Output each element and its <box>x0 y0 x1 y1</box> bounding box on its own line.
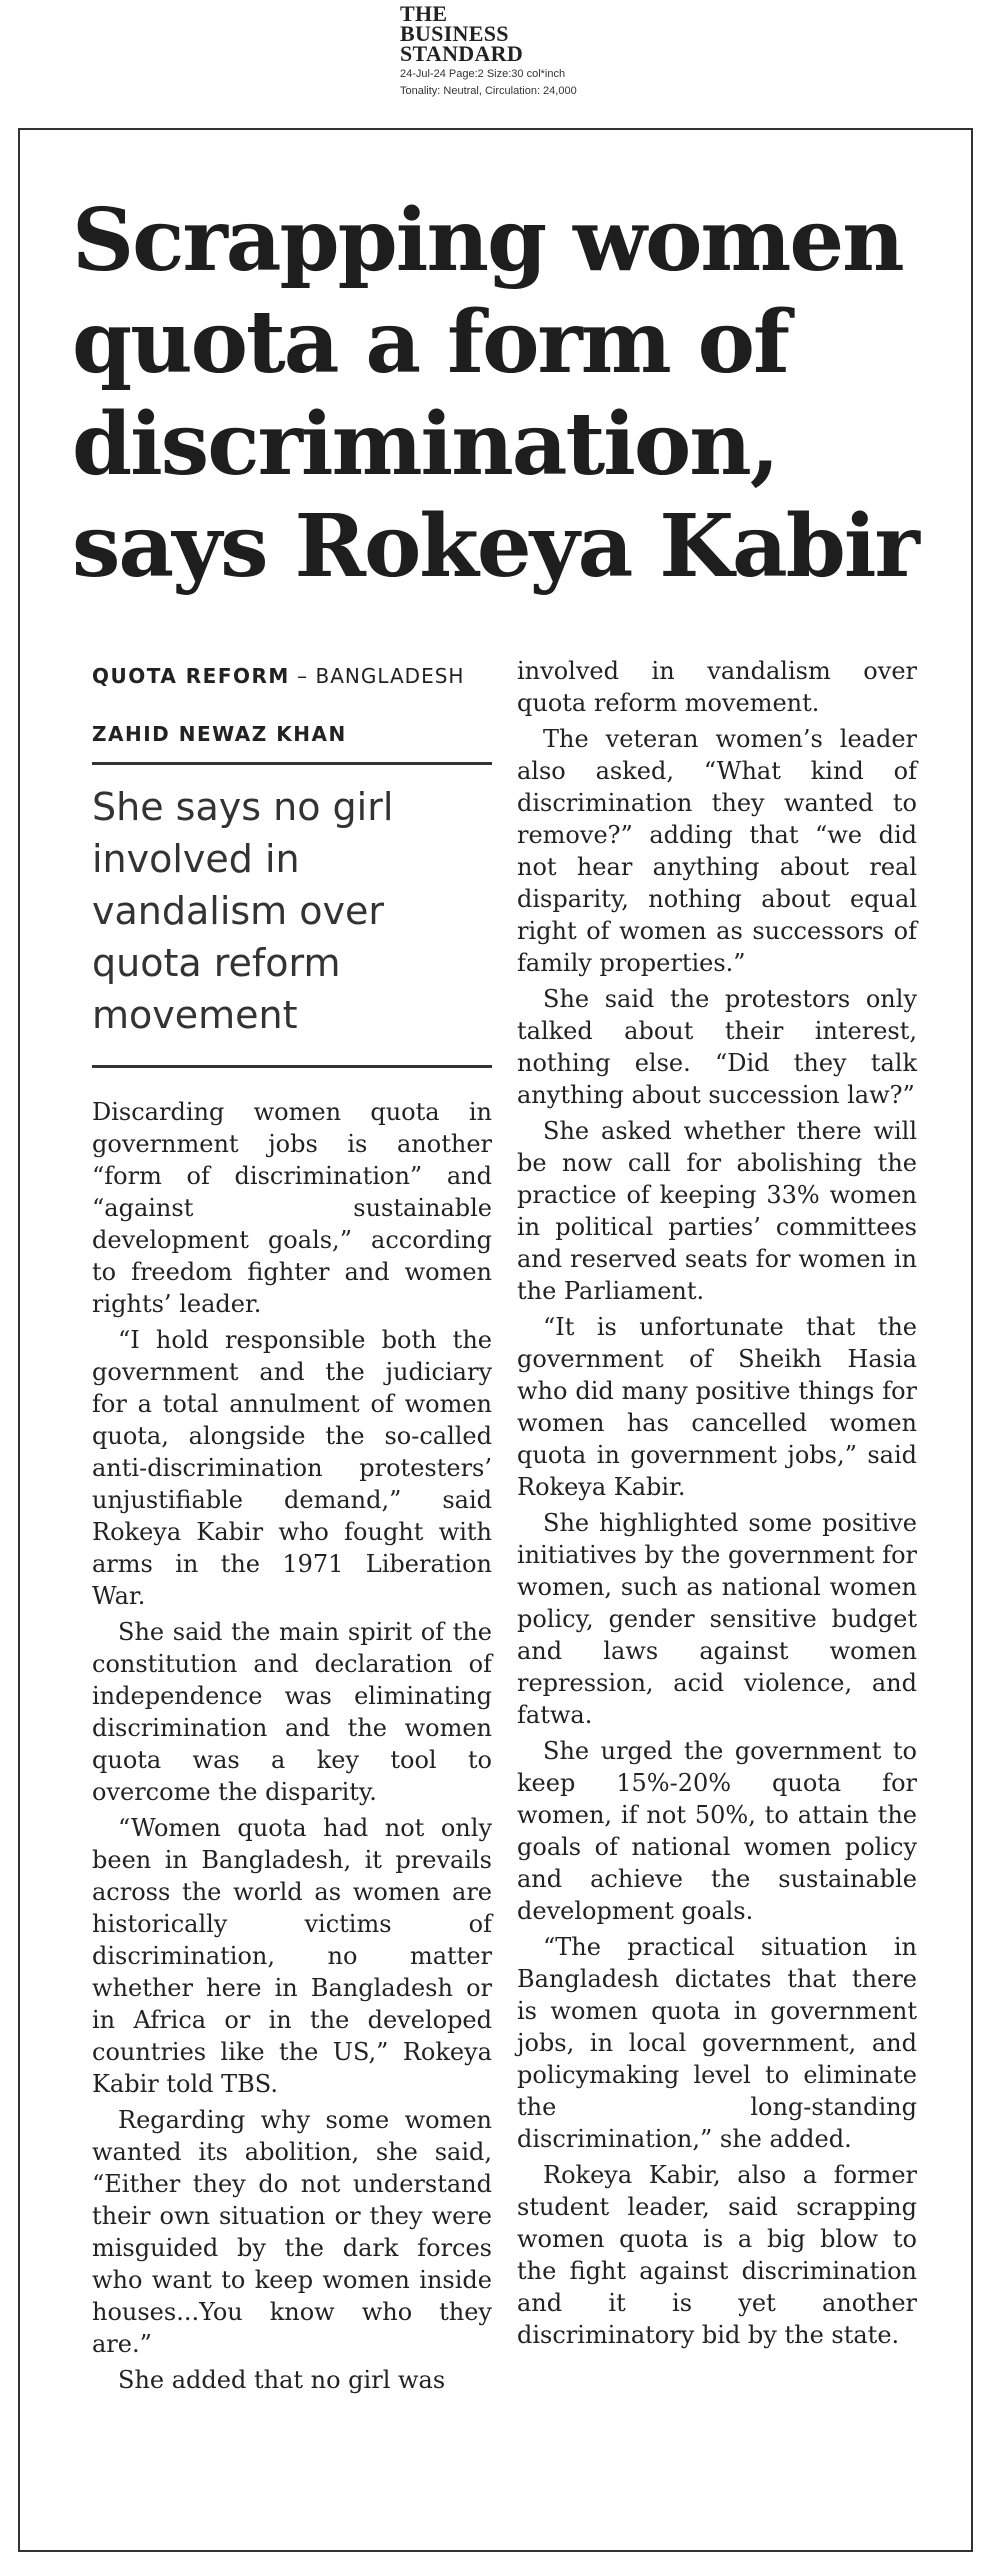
clip-meta-tonality: Tonality: Neutral, Circulation: 24,000 <box>400 85 577 97</box>
paragraph: “I hold responsible both the government and the judiciary for a total annulment of women quota, alongside the so-called anti-discrimination protesters’ unjustifiable demand,” said Rokeya Kabir who fought with arms in the 1971 Liberation War. <box>92 1326 492 1610</box>
left-column <box>92 660 492 2400</box>
paragraph: involved in vandalism over quota reform movement. <box>517 657 917 717</box>
region-label: BANGLADESH <box>315 664 465 688</box>
masthead-line-2: BUSINESS <box>400 21 509 46</box>
deck: She says no girl involved in vandalism over quota reform movement <box>92 765 492 1068</box>
paragraph: “It is unfortunate that the government of Sheikh Hasia who did many positive things for women has cancelled women quota in government jobs,” said Rokeya Kabir. <box>517 1313 917 1501</box>
paragraph: Rokeya Kabir, also a former student leader, said scrapping women quota is a big blow to the fight against discrimination and it is yet another discriminatory bid by the state. <box>517 2161 917 2349</box>
masthead-line-3: STANDARD <box>400 41 524 66</box>
paragraph: “The practical situation in Bangladesh dictates that there is women quota in government jobs, in local government, and policymaking level to eliminate the long-standing discrimination,” she added. <box>517 1933 917 2153</box>
paragraph: The veteran women’s leader also asked, “What kind of discrimination they wanted to remove?” adding that “we did not hear anything about real disparity, nothing about equal right of women as successors of family properties.” <box>517 725 917 977</box>
masthead <box>400 1 660 98</box>
paragraph: Regarding why some women wanted its abolition, she said, “Either they do not understand their own situation or they were misguided by the dark forces who want to keep women inside houses...You know who they are.” <box>92 2106 492 2358</box>
paragraph: “Women quota had not only been in Bangladesh, it prevails across the world as women are historically victims of discrimination, no matter whether here in Bangladesh or in Africa or in the developed countries like the US,” Rokeya Kabir told TBS. <box>92 1814 492 2098</box>
paragraph: She asked whether there will be now call for abolishing the practice of keeping 33% women in political parties’ committees and reserved seats for women in the Parliament. <box>517 1117 917 1305</box>
paragraph: She said the protestors only talked about their interest, nothing else. “Did they talk anything about succession law?” <box>517 985 917 1109</box>
clip-meta-size: 24-Jul-24 Page:2 Size:30 col*inch <box>400 68 566 80</box>
paragraph: She urged the government to keep 15%-20% quota for women, if not 50%, to attain the goals of national women policy and achieve the sustainable development goals. <box>517 1737 917 1925</box>
masthead-line-1: THE <box>400 1 448 26</box>
byline: ZAHID NEWAZ KHAN <box>92 718 492 765</box>
paragraph: She highlighted some positive initiatives by the government for women, such as national women policy, gender sensitive budget and laws against women repression, acid violence, and fatwa. <box>517 1509 917 1729</box>
headline: Scrapping women quota a form of discrimination, says Rokeya Kabir <box>72 190 918 597</box>
section-tag <box>92 660 492 692</box>
section-separator: – <box>289 664 316 688</box>
paragraph: Discarding women quota in government jobs is another “form of discrimination” and “against sustainable development goals,” according to freedom fighter and women rights’ leader. <box>92 1098 492 1318</box>
paragraph: She added that no girl was <box>118 2366 446 2394</box>
right-column <box>517 655 917 2355</box>
section-label: QUOTA REFORM <box>92 664 290 688</box>
paragraph: She said the main spirit of the constitution and declaration of independence was eliminating discrimination and the women quota was a key tool to overcome the disparity. <box>92 1618 492 1806</box>
